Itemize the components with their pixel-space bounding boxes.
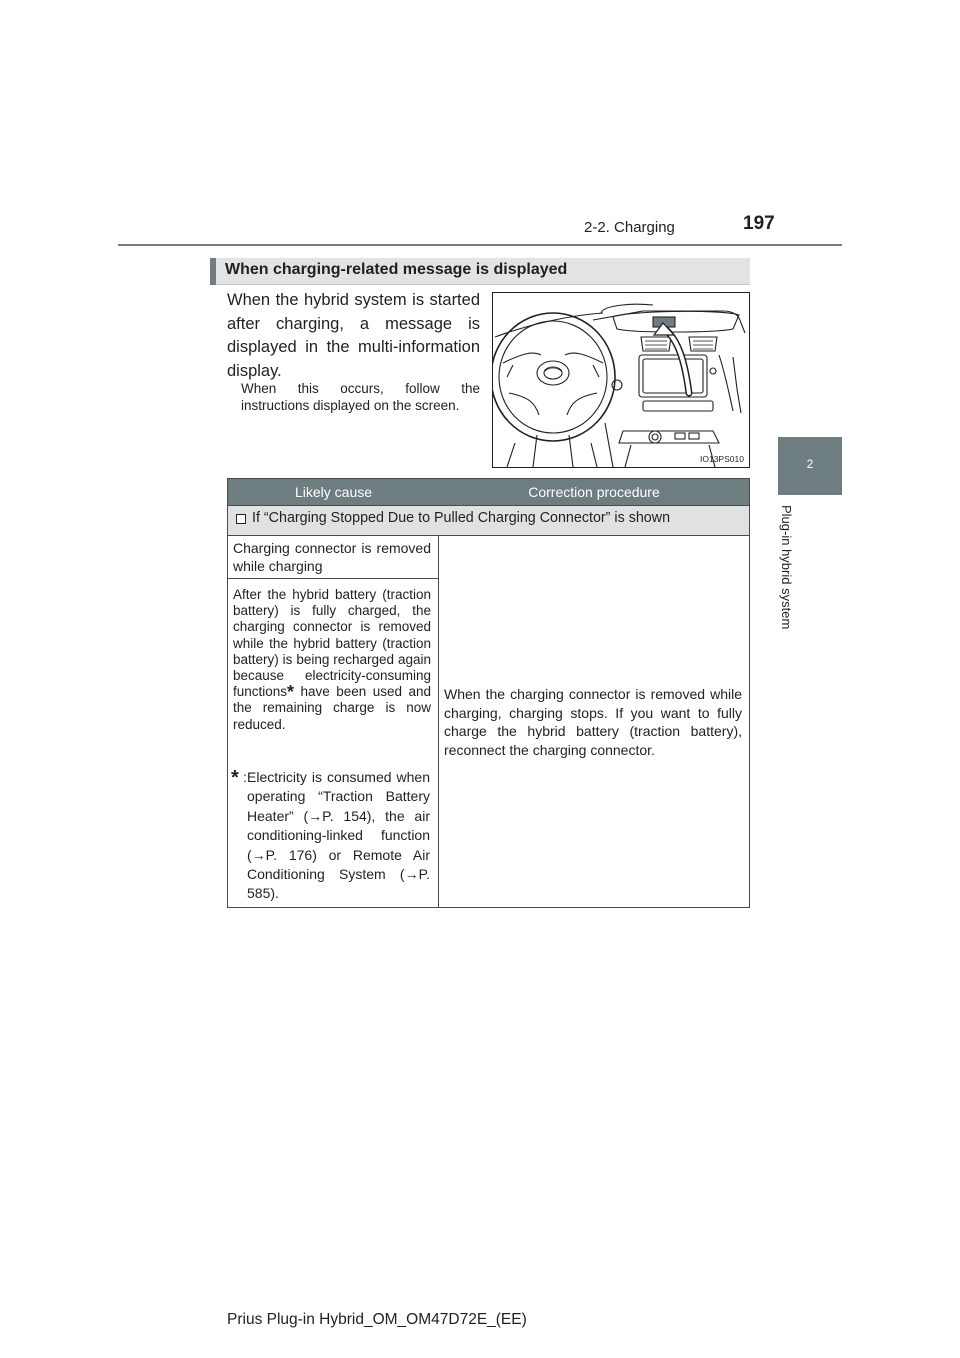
- dashboard-illustration: [492, 292, 750, 468]
- cause-cell-1: Charging connector is removed while charging: [233, 540, 431, 574]
- table-header-cause: Likely cause: [294, 484, 373, 500]
- section-heading-marker: [210, 258, 216, 285]
- column-divider: [438, 535, 439, 907]
- footnote-colon: :: [243, 769, 247, 785]
- page-number: 197: [743, 213, 775, 234]
- illustration-code: IO13PS010: [700, 454, 744, 464]
- cause-2-text-b: have been used and the remaining charge is now reduced.: [233, 684, 431, 732]
- table-header-correction: Correction procedure: [528, 484, 660, 500]
- cause-2-text-a: After the hybrid battery (traction battery) is fully charged, the charging connector is removed while the hybrid battery (traction battery) is being recharged again because electricity-consuming functions: [233, 587, 431, 700]
- section-title: 2-2. Charging: [584, 219, 675, 236]
- footnote-marker: *: [287, 682, 295, 703]
- chapter-title-wrap: [779, 505, 806, 655]
- cell-divider: [228, 578, 438, 579]
- table-subheading: If “Charging Stopped Due to Pulled Charging Connector” is shown: [252, 510, 671, 526]
- body-paragraph: When the hybrid system is started after charging, a message is displayed in the multi-information display.: [227, 291, 480, 380]
- arrow-icon: [665, 329, 689, 393]
- document-footer: Prius Plug-in Hybrid_OM_OM47D72E_(EE): [227, 1311, 527, 1328]
- chapter-title: Plug-in hybrid system: [779, 505, 794, 630]
- chapter-number: 2: [806, 457, 814, 471]
- checkbox-icon: [236, 514, 246, 524]
- multi-information-display: [613, 311, 739, 332]
- cause-cell-2: [233, 587, 431, 733]
- correction-cell: When the charging connector is removed while charging, charging stops. If you want to fully charge the hybrid battery (traction battery), reconnect the charging connector.: [444, 686, 742, 758]
- section-heading: When charging-related message is displayed: [225, 261, 568, 278]
- footnote-star: *: [231, 767, 239, 789]
- footnote-text: Electricity is consumed when operating “Traction Battery Heater” (→P. 154), the air conditioning-linked function (→P. 176) or Remote Air Conditioning System (→P. 585).: [247, 769, 430, 902]
- header-rule: [118, 244, 842, 246]
- body-note: When this occurs, follow the instructions displayed on the screen.: [241, 381, 480, 413]
